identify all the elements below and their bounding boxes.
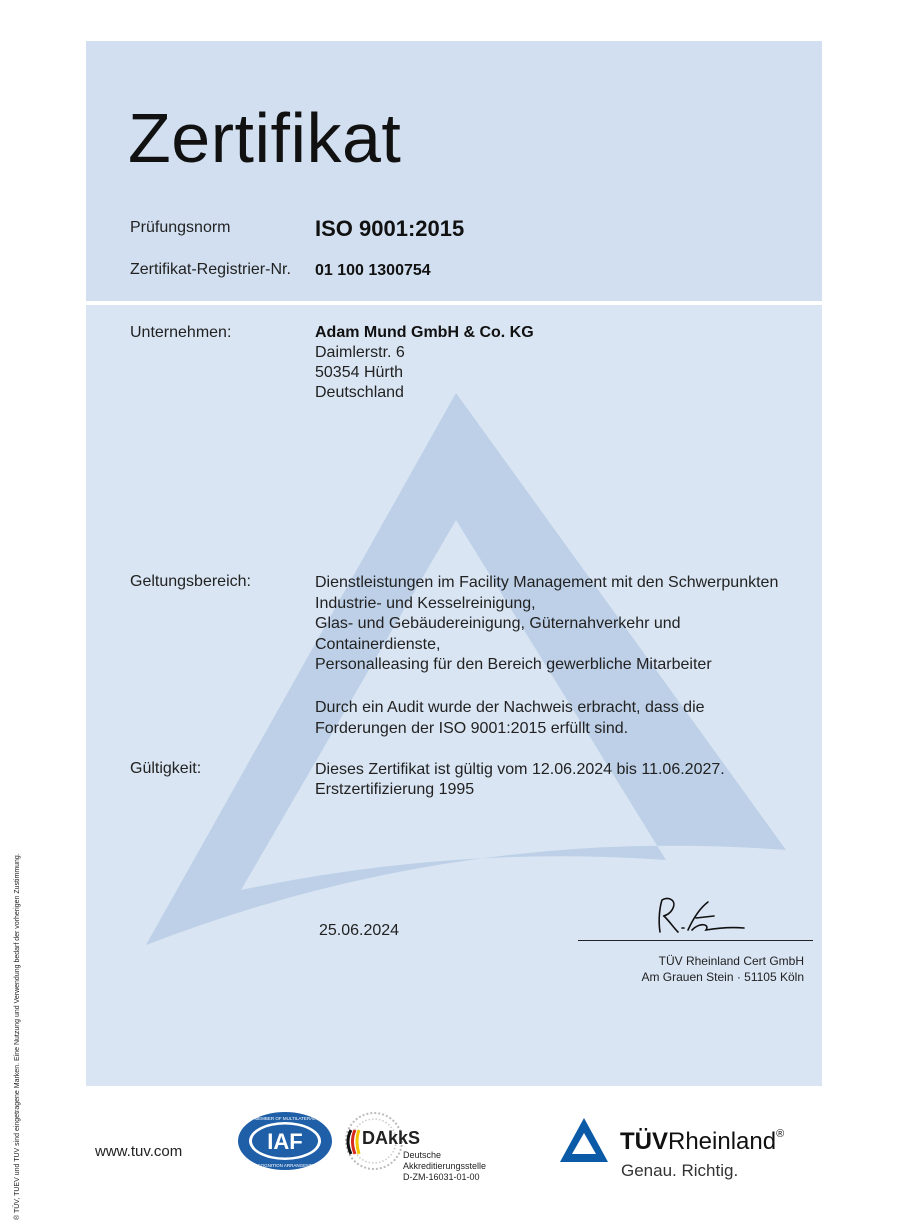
- scope-text: [315, 573, 778, 676]
- dakks-line: Deutsche: [403, 1150, 442, 1160]
- validity-line: Erstzertifizierung 1995: [315, 781, 475, 798]
- validity-line: Dieses Zertifikat ist gültig vom 12.06.2024 bis 11.06.2027.: [315, 761, 725, 778]
- scope-line: Containerdienste,: [315, 635, 441, 653]
- standard-value: ISO 9001:2015: [315, 216, 465, 241]
- tuv-brand: [620, 1128, 784, 1156]
- company-block: [315, 323, 534, 403]
- address-line: 50354 Hürth: [315, 364, 404, 381]
- registered-mark: ®: [776, 1128, 785, 1140]
- tuv-slogan: Genau. Richtig.: [621, 1161, 739, 1180]
- address-line: Deutschland: [315, 384, 404, 401]
- dakks-text: [403, 1150, 486, 1183]
- audit-text: [315, 697, 705, 739]
- dakks-title: DAkkS: [362, 1128, 421, 1148]
- address-line: Daimlerstr. 6: [315, 344, 405, 361]
- registration-number: 01 100 1300754: [315, 262, 431, 279]
- audit-line: Forderungen der ISO 9001:2015 erfüllt sind.: [315, 720, 629, 737]
- signature-line: [578, 940, 813, 941]
- tuv-triangle-icon: [558, 1116, 610, 1164]
- issuer-address: Am Grauen Stein · 51105 Köln: [641, 970, 804, 984]
- iaf-text: IAF: [267, 1129, 303, 1154]
- issuer-block: [641, 953, 804, 985]
- tuv-brand-rest: Rheinland: [668, 1128, 777, 1155]
- iaf-ring-bottom: RECOGNITION ARRANGEMENT: [251, 1163, 319, 1168]
- iaf-ring-top: MEMBER OF MULTILATERAL: [254, 1116, 316, 1121]
- trademark-note: ® TÜV, TUEV und TUV sind eingetragene Marken. Eine Nutzung und Verwendung bedarf der vorherigen Zustimmung.: [14, 853, 21, 1220]
- dakks-line: Akkreditierungsstelle: [403, 1161, 487, 1171]
- audit-line: Durch ein Audit wurde der Nachweis erbracht, dass die: [315, 699, 705, 716]
- scope-line: Glas- und Gebäudereinigung, Güternahverkehr und: [315, 615, 681, 632]
- scope-line: Dienstleistungen im Facility Management mit den Schwerpunkten: [315, 574, 779, 591]
- iaf-logo-icon: [236, 1110, 334, 1172]
- registration-label: Zertifikat-Registrier-Nr.: [130, 261, 291, 278]
- scope-line: Industrie- und Kesselreinigung,: [315, 594, 536, 612]
- issue-date: 25.06.2024: [319, 922, 400, 939]
- certificate-title: Zertifikat: [128, 99, 402, 177]
- validity-text: [315, 760, 725, 800]
- company-label: Unternehmen:: [130, 324, 232, 341]
- signature-icon: [648, 894, 748, 939]
- issuer-name: TÜV Rheinland Cert GmbH: [658, 954, 804, 968]
- standard-label: Prüfungsnorm: [130, 219, 231, 236]
- tuv-brand-bold: TÜV: [620, 1128, 668, 1155]
- scope-line: Personalleasing für den Bereich gewerbliche Mitarbeiter: [315, 656, 712, 673]
- validity-label: Gültigkeit:: [130, 760, 202, 777]
- company-name: Adam Mund GmbH & Co. KG: [315, 324, 534, 341]
- website-link[interactable]: www.tuv.com: [95, 1143, 183, 1160]
- scope-label: Geltungsbereich:: [130, 573, 251, 590]
- dakks-line: D-ZM-16031-01-00: [403, 1172, 480, 1182]
